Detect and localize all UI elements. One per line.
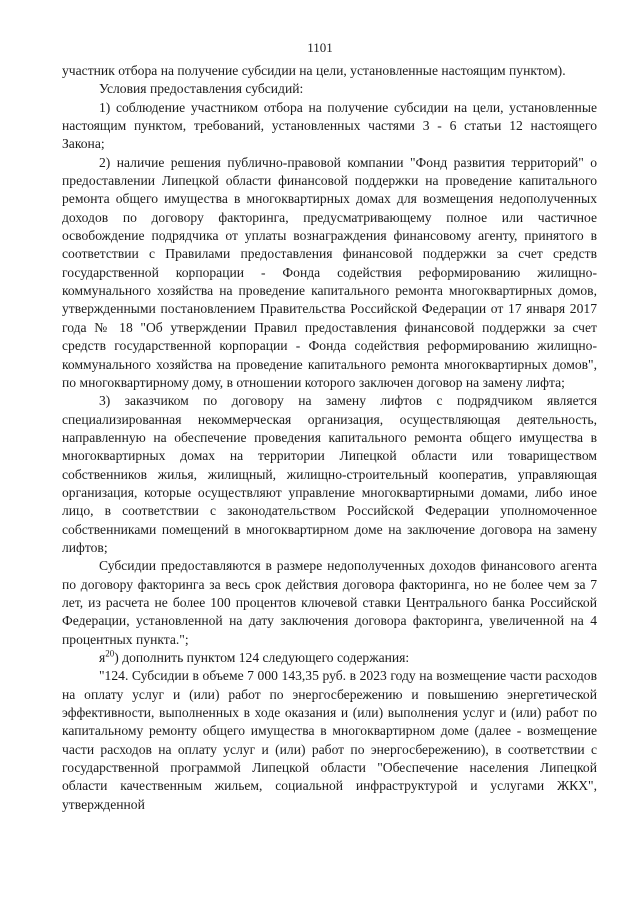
paragraph-condition-3: 3) заказчиком по договору на замену лифтов с подрядчиком является специализированная некоммерческая организация, осуществляющая деятельность, направленную на обеспечение проведения капитального ремонта общего имущества в многоквартирных домах на территории Липецкой области или товариществом собственников жилья, жилищный, жилищно-строительный кооператив, управляющая организация, которые осуществляют управление многоквартирными домами, либо иное лицо, в соответствии с законодательством Российской Федерации уполномоченное собственниками помещений в многоквартирном доме на заключение договора на замену лифтов; xyxy=(62,393,597,555)
item-letter: я xyxy=(99,650,106,665)
paragraph-condition-2: 2) наличие решения публично-правовой компании "Фонд развития территорий" о предоставлении Липецкой области финансовой поддержки на проведение капитального ремонта общего имущества в многоквартирных домах для возмещения недополученных доходов по договору факторинга, предусматривающему полное или частичное освобождение подрядчика от уплаты вознаграждения финансовому агенту, принятого в соответствии с Правилами предоставления финансовой поддержки за счет средств государственной корпорации - Фонда содействия реформированию жилищно-коммунального хозяйства на проведение капитального ремонта многоквартирных домов, утвержденными постановлением Правительства Российской Федерации от 17 января 2017 года № 18 "Об утверждении Правил предоставления финансовой поддержки за счет средств государственной корпорации - Фонда содействия реформированию жилищно-коммунального хозяйства на проведение капитального ремонта многоквартирных домов", по многоквартирному дому, в отношении которого заключен договор на замену лифта; xyxy=(62,154,597,390)
page-number: 1101 xyxy=(307,40,333,55)
paragraph-continuation: участник отбора на получение субсидии на цели, установленные настоящим пунктом). xyxy=(62,63,566,78)
paragraph-item-ya xyxy=(62,649,597,667)
paragraph-item-124: "124. Субсидии в объеме 7 000 143,35 руб. в 2023 году на возмещение части расходов на оплату услуг и (или) работ по энергосбережению и повышению энергетической эффективности, выполненных в ходе оказания и (или) выполнения услуг и (или) работ по капитальному ремонту общего имущества в многоквартирном доме (далее - возмещение части расходов на оплату услуг и (или) работ по энергосбережению), в соответствии с государственной программой Липецкой области "Обеспечение населения Липецкой области качественным жильем, социальной инфраструктурой и услугами ЖКХ", утвержденной xyxy=(62,668,597,812)
item-text: ) дополнить пунктом 124 следующего содержания: xyxy=(114,650,410,665)
paragraph-subsidy-amount: Субсидии предоставляются в размере недополученных доходов финансового агента по договору факторинга за весь срок действия договора факторинга, но не более чем за 7 лет, из расчета не более 100 процентов ключевой ставки Центрального банка Российской Федерации, установленной на дату заключения договора факторинга, увеличенной на 4 процентных пункта."; xyxy=(62,558,597,647)
paragraph-conditions-heading: Условия предоставления субсидий: xyxy=(99,81,304,97)
paragraph-condition-1: 1) соблюдение участником отбора на получение субсидии на цели, установленные настоящим пунктом, требований, установленных частями 3 - 6 статьи 12 настоящего Закона; xyxy=(62,99,597,152)
document-body xyxy=(62,62,597,814)
item-superscript: 20 xyxy=(105,648,115,659)
